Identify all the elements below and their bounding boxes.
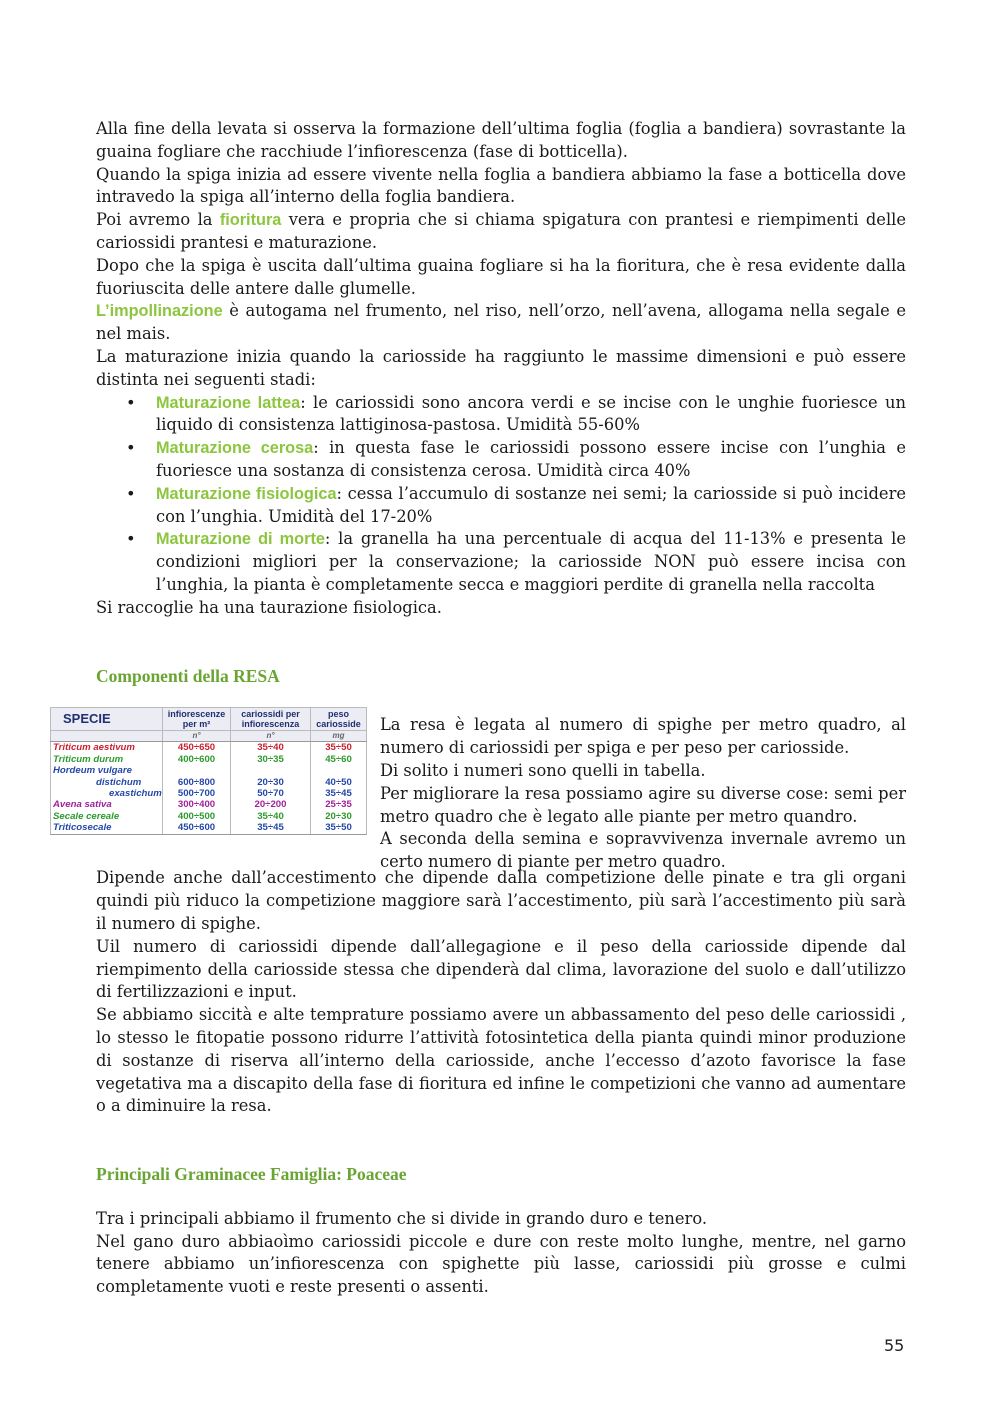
list-item [156,392,906,438]
paragraph-resa-2: Di solito i numeri sono quelli in tabella. [380,760,706,780]
list-item [156,483,906,529]
species-name: Hordeum vulgare [51,765,163,776]
paragraph-spiga: Dopo che la spiga è uscita dall’ultima guaina fogliare si ha la fioritura, che è resa evidente dalla fuoriuscita delle antere dalle glumelle. [96,255,906,298]
table-unit-row [51,731,367,742]
table-row [51,777,367,788]
paragraph-impollinazione [96,300,906,346]
stage-text: : la granella ha una percentuale di acqua del 11-13% e presenta le condizioni migliori per la conservazione; la cariosside NON può essere incisa con l’unghia, la pianta è completamente secca e maggiori perdite di granella nella raccolta [156,529,906,594]
weight-value: 40÷50 [311,777,367,788]
inflorescences-value: 450÷600 [163,822,231,834]
paragraph-levata: Alla fine della levata si osserva la formazione dell’ultima foglia (foglia a bandiera) sovrastante la guaina fogliare che racchiude l’infiorescenza (fase di botticella). [96,119,906,161]
document-body [53,118,907,1299]
species-name: distichum [51,777,163,788]
page-number: 55 [884,1336,905,1355]
resa-block [53,707,906,872]
caryopses-value: 35÷40 [231,811,311,822]
paragraph-siccita: Se abbiamo siccità e alte temprature possiamo avere un abbassamento del peso delle cariossidi , lo stesso le fitopatie possono ridurre l’attività fotosintetica della pianta quindi minor produzione di sostanze di riserva all’interno della cariosside, anche l’eccesso d’azoto favorisce la fase vegetativa ma a discapito della fase di fioritura ed infine le competizioni che vanno ad aumentare o a diminuire la resa. [96,1005,906,1116]
caryopses-value: 20÷200 [231,799,311,810]
section-heading-poaceae: Principali Graminacee Famiglia: Poaceae [96,1164,407,1185]
stage-text: : cessa l’accumulo di sostanze nei semi; la cariosside si può incidere con l’unghia. Umidità del 17-20% [156,483,906,526]
paragraph-fioritura [96,209,906,255]
stage-keyword: Maturazione lattea [156,393,301,412]
text-fragment: è autogama nel frumento, nel riso, nell’orzo, nell’avena, allogama nella segale e nel mais. [96,301,906,344]
weight-value [311,765,367,776]
paragraph-allegagione: Uil numero di cariossidi dipende dall’allegagione e il peso della cariosside dipende dal riempimento della cariosside stessa che dipenderà dal clima, lavorazione del suolo e dall’utilizzo di fertilizzazioni e input. [96,936,906,1002]
table-unit: n° [163,731,231,742]
text-fragment: vera e propria che si chiama spigatura con prantesi e riempimenti delle cariossidi prantesi e maturazione. [96,210,906,252]
table-header-caryopses: cariossidi per infiorescenza [231,708,311,731]
paragraph-grano-duro: Nel gano duro abbiaoìmo cariossidi piccole e dure con reste molto lunghe, mentre, nel garno tenere abbiamo un’infiorescenza con spighette più lasse, cariossidi più grosse e culmi completamente vuoti e reste presenti o assenti. [96,1231,906,1297]
table-body [51,742,367,834]
inflorescences-value: 600÷800 [163,777,231,788]
paragraph-resa-3: Per migliorare la resa possiamo agire su diverse cose: semi per metro quadro che è legato alle piante per metro quandro. [380,783,906,826]
species-name: Triticum durum [51,754,163,765]
inflorescences-value: 300÷400 [163,799,231,810]
caryopses-value [231,765,311,776]
paragraph-accestimento: Dipende anche dall’accestimento che dipende dalla competizione delle pinate e tra gli organi quindi più riduco la competizione maggiore sarà l’accestimento, più sarà l’accestimento più sarà il numero di spighe. [96,868,906,933]
table-row [51,799,367,810]
paragraph-frumento: Tra i principali abbiamo il frumento che si divide in grando duro e tenero. [96,1208,708,1228]
resa-side-text [380,714,906,874]
paragraph-botticella: Quando la spiga inizia ad essere vivente nella foglia a bandiera abbiamo la fase a botticella dove intravedo la spiga all’interno della foglia bandiera. [96,164,906,207]
paragraph-raccolta: Si raccoglie ha una taurazione fisiologica. [96,597,442,617]
caryopses-value: 30÷35 [231,754,311,765]
inflorescences-value: 400÷600 [163,754,231,765]
table-row [51,822,367,834]
caryopses-value: 20÷30 [231,777,311,788]
stage-text: : in questa fase le cariossidi possono essere incise con l’unghia e fuoriesce una sostanza di consistenza cerosa. Umidità circa 40% [156,438,907,480]
table-row [51,811,367,822]
inflorescences-value: 400÷500 [163,811,231,822]
caryopses-value: 35÷40 [231,742,311,754]
table-unit: n° [231,731,311,742]
species-name: exastichum [51,788,163,799]
caryopses-value: 50÷70 [231,788,311,799]
table-row [51,754,367,765]
species-name: Avena sativa [51,799,163,810]
weight-value: 25÷35 [311,799,367,810]
paragraph-maturazione: La maturazione inizia quando la cariosside ha raggiunto le massime dimensioni e può essere distinta nei seguenti stadi: [96,346,906,389]
weight-value: 20÷30 [311,811,367,822]
stage-text: : le cariossidi sono ancora verdi e se incise con le unghie fuoriesce un liquido di consistenza lattiginosa-pastosa. Umidità 55-60% [156,392,906,435]
keyword-fioritura: fioritura [219,211,282,230]
maturation-stages-list [96,392,906,597]
species-name: Triticum aestivum [51,742,163,754]
table-header-species: SPECIE [51,708,163,731]
table-header-row [51,708,367,731]
weight-value: 35÷45 [311,788,367,799]
table-row [51,742,367,754]
stage-keyword: Maturazione cerosa [156,439,314,458]
species-name: Secale cereale [51,811,163,822]
paragraph-resa-1: La resa è legata al numero di spighe per metro quadro, al numero di cariossidi per spiga e per peso per cariosside. [380,715,906,758]
weight-value: 35÷50 [311,822,367,834]
inflorescences-value: 450÷650 [163,742,231,754]
weight-value: 45÷60 [311,754,367,765]
weight-value: 35÷50 [311,742,367,754]
table-row [51,765,367,776]
species-yield-table [50,707,367,834]
paragraph-resa-4: A seconda della semina e sopravvivenza invernale avremo un certo numero di piante per metro quadro. [380,829,906,872]
inflorescences-value [163,765,231,776]
species-name: Triticosecale [51,822,163,834]
section-heading-resa: Componenti della RESA [96,665,280,686]
inflorescences-value: 500÷700 [163,788,231,799]
table-row [51,788,367,799]
caryopses-value: 35÷45 [231,822,311,834]
stage-keyword: Maturazione fisiologica [156,484,337,503]
list-item [156,528,906,596]
stage-keyword: Maturazione di morte [156,530,325,549]
list-item [156,437,906,483]
table-unit [51,731,163,742]
table-header-inflorescences: infiorescenze per m² [163,708,231,731]
keyword-impollinazione: L’impollinazione [96,302,223,321]
table-unit: mg [311,731,367,742]
text-fragment: Poi avremo la [96,210,220,230]
table-header-weight: peso cariosside [311,708,367,731]
